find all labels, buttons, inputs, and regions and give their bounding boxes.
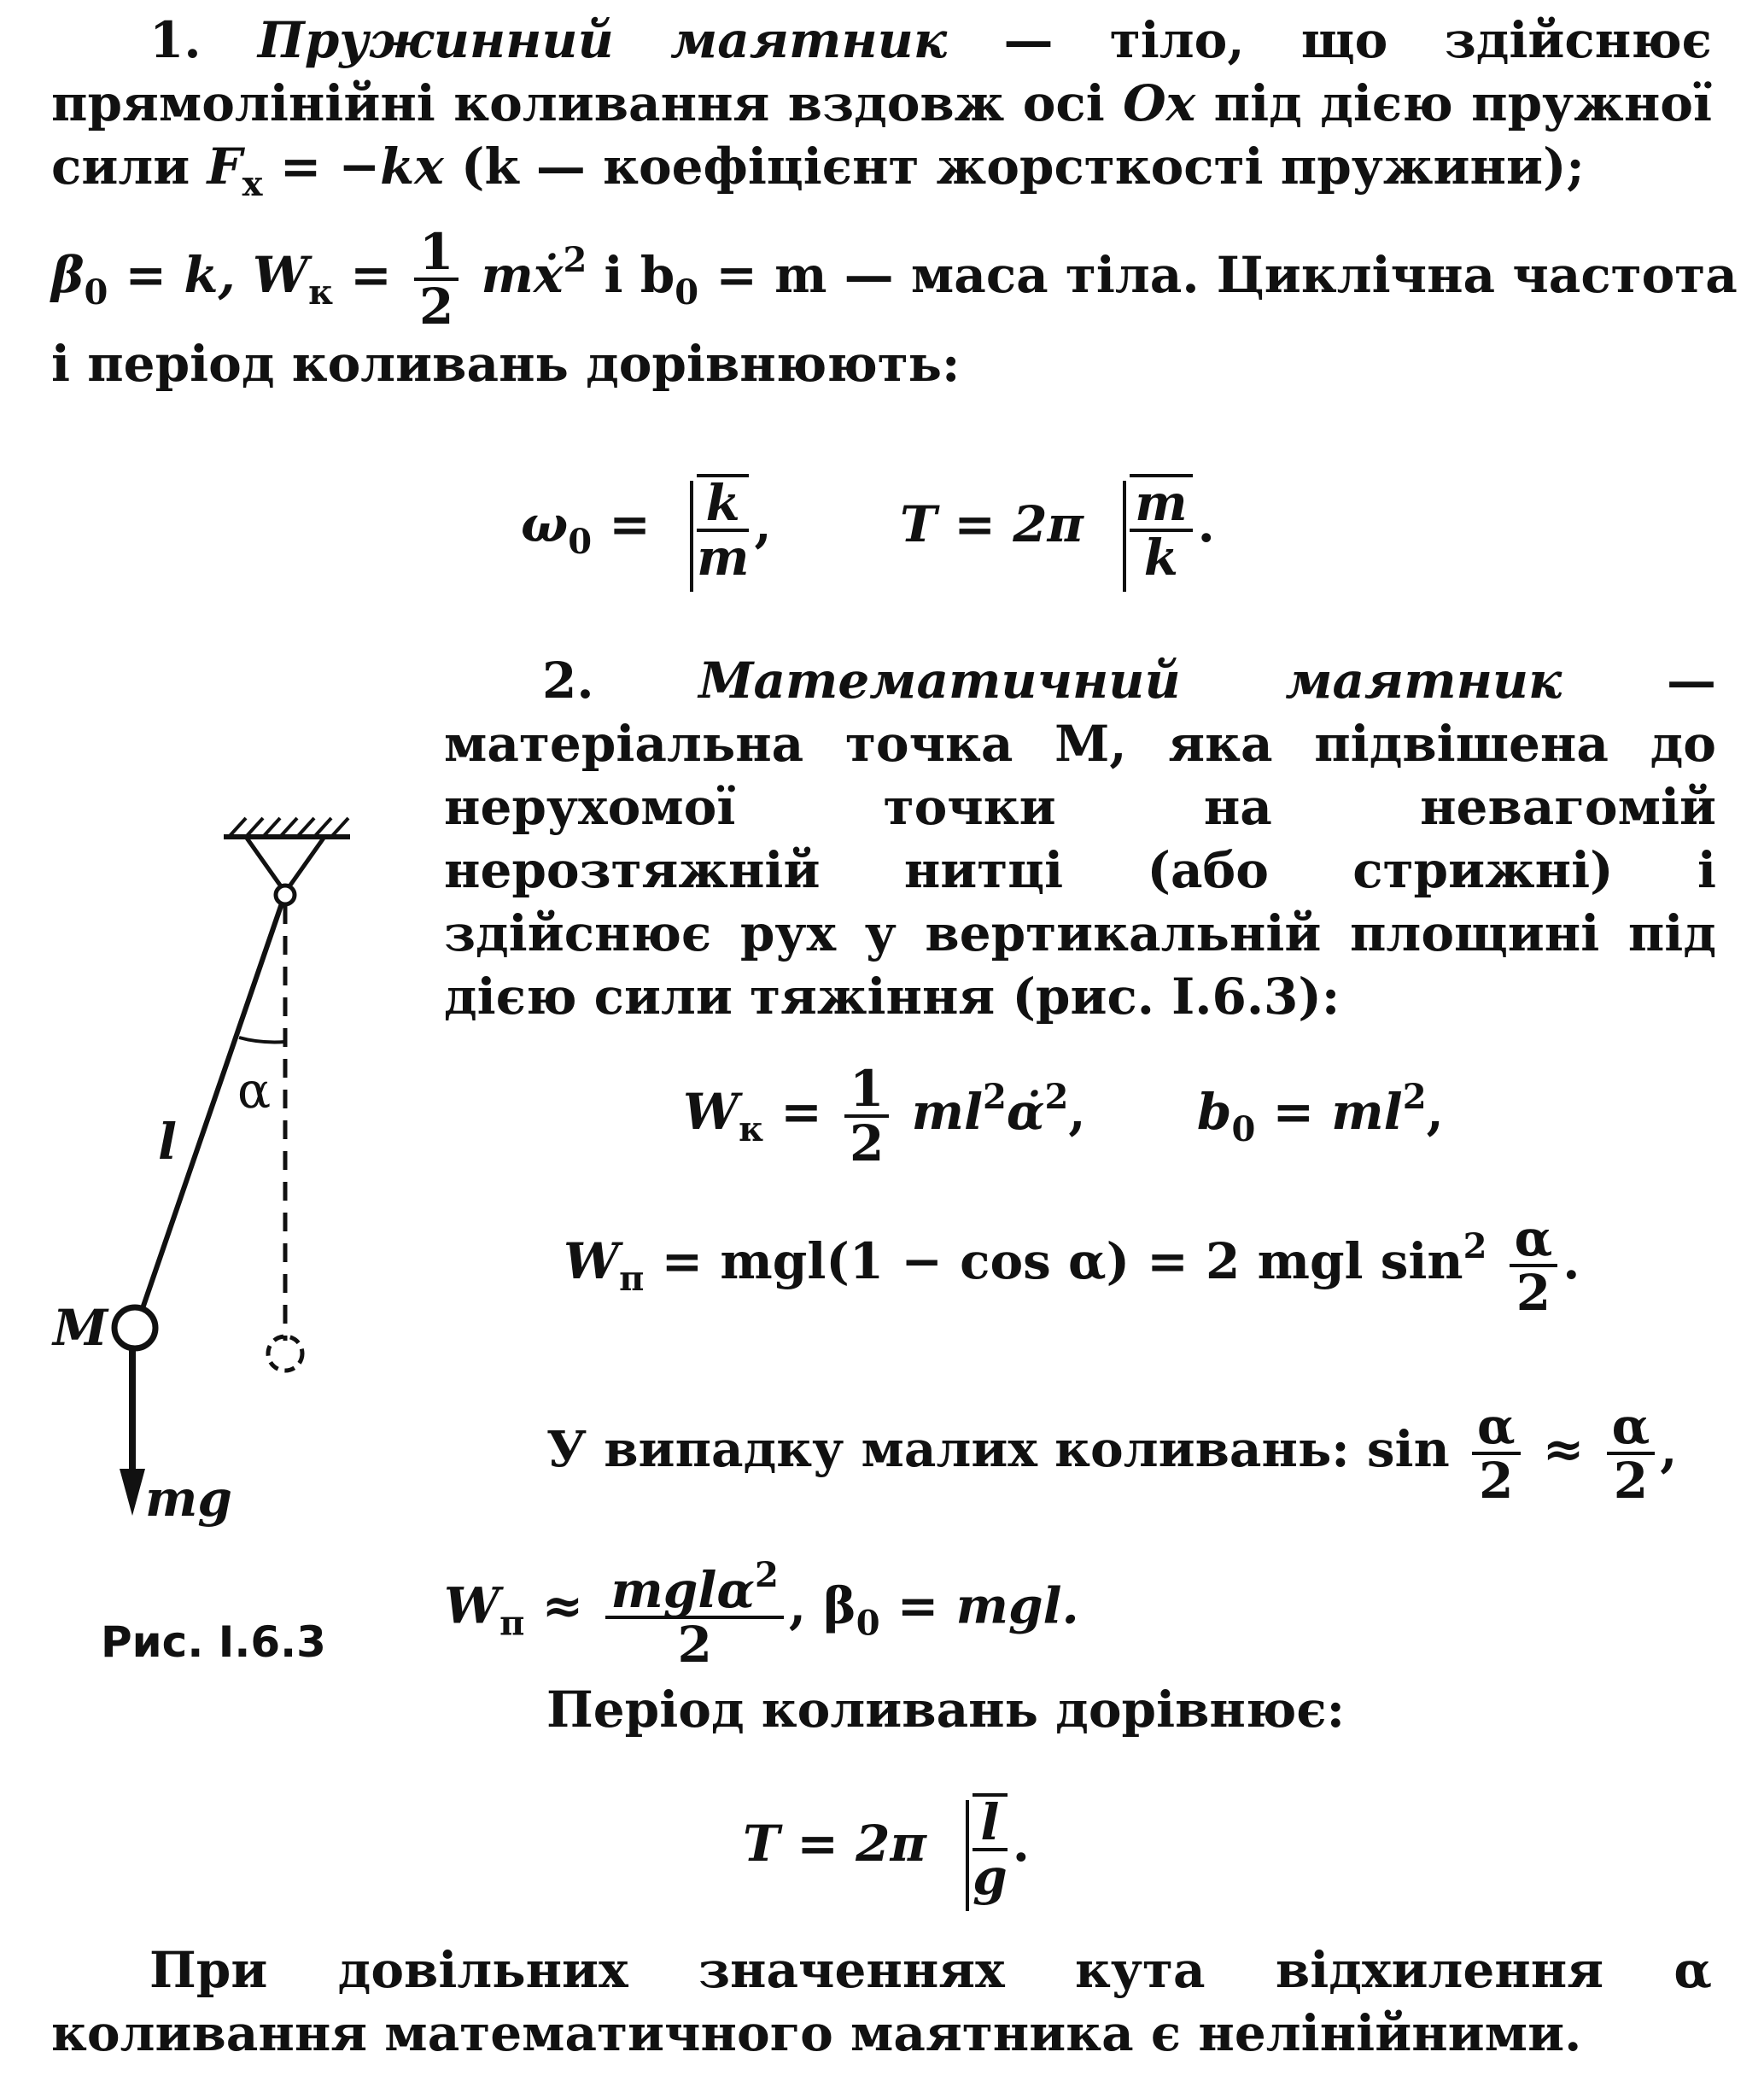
l-num: l: [973, 1797, 1008, 1851]
footer-text: При довільних значеннях кута відхилення α коливання математичного маятника є нелінійними.: [51, 1941, 1712, 2062]
beta-sub: 0: [84, 272, 108, 313]
pivot-point: [276, 886, 295, 904]
comma: ,: [754, 495, 772, 553]
omega-symbol: ω: [521, 495, 569, 553]
wk-sq: 2: [563, 240, 587, 280]
label-M: M: [53, 1299, 108, 1357]
wp-sub: п: [619, 1259, 645, 1299]
sin-sq: 2: [1463, 1226, 1487, 1266]
b0-sub: 0: [675, 272, 699, 313]
k-num: k: [697, 477, 749, 532]
beta-eq: = k, W: [108, 246, 309, 304]
label-mg: mg: [145, 1470, 232, 1528]
a-num2: α: [1607, 1400, 1656, 1455]
section1-text-a: — тіло, що здійснює прямолінійні коливання вздовж осі: [51, 11, 1712, 132]
beta2-sub: 0: [856, 1603, 880, 1644]
small-text: У випадку малих коливань: sin: [546, 1420, 1450, 1478]
omega-sub: 0: [568, 522, 593, 562]
b0-2-tail: = ml: [1255, 1083, 1403, 1141]
period-eq: T = 2π: [900, 495, 1084, 553]
alpha-num: α: [1510, 1213, 1558, 1267]
wk-tail: mẋ: [464, 246, 564, 304]
b0-2: b: [1196, 1083, 1232, 1141]
omega-eq: =: [592, 495, 669, 553]
section1-force-sub: x: [242, 164, 263, 204]
m-den: m: [697, 529, 750, 587]
half2-den: 2: [850, 1114, 885, 1172]
ceiling-hatch: [229, 818, 348, 837]
alpha-sq: 2: [1044, 1077, 1069, 1117]
wk-eq: =: [332, 246, 392, 304]
ml: ml: [894, 1083, 983, 1141]
section1-term: Пружинний маятник: [257, 11, 948, 69]
b0-2-sq: 2: [1402, 1077, 1427, 1117]
label-l: l: [158, 1113, 178, 1171]
mgl-alpha: mglα: [610, 1561, 755, 1619]
dot: .: [1197, 495, 1215, 553]
a-num1: α: [1472, 1400, 1521, 1455]
half-num: 1: [414, 226, 459, 281]
dot2: .: [1562, 1232, 1580, 1290]
beta-symbol: β: [51, 246, 85, 304]
dot3: .: [1012, 1815, 1030, 1873]
wk2-sub: к: [739, 1109, 764, 1149]
angle-arc: [239, 1038, 285, 1042]
comma2: ,: [1068, 1083, 1086, 1141]
section1-force-eq: = −kx: [262, 137, 444, 196]
wk2-eq: =: [763, 1083, 840, 1141]
b0-tail: = m — маса тіла. Циклічна частота і період коливань дорівнюють:: [51, 246, 1738, 393]
mgl-den: 2: [677, 1616, 712, 1674]
section1-force: F: [207, 137, 242, 196]
mgl-sq: 2: [755, 1555, 779, 1595]
beta2-tail: = mgl.: [879, 1576, 1079, 1635]
figure-caption: Рис. І.6.3: [101, 1617, 326, 1667]
beta2: , β: [788, 1576, 856, 1635]
wp: W: [564, 1232, 620, 1290]
a-den1: 2: [1479, 1452, 1514, 1510]
half-den: 2: [418, 278, 454, 336]
section1-text-c: (k — коефіцієнт жорсткості пружини);: [443, 137, 1585, 196]
k-den: k: [1143, 529, 1178, 587]
wk-sub: к: [308, 272, 333, 313]
wp2: W: [444, 1576, 500, 1635]
wp2-sub: п: [499, 1603, 525, 1644]
l-sq: 2: [982, 1077, 1007, 1117]
pendulum-bob: [114, 1307, 155, 1348]
period2-eq: T = 2π: [743, 1815, 926, 1873]
section1-axis: Ox: [1123, 74, 1196, 132]
period-text: Період коливань дорівнює:: [546, 1681, 1346, 1739]
section1-number: 1.: [149, 11, 202, 69]
label-alpha: α: [237, 1061, 272, 1119]
section2-number: 2.: [542, 652, 594, 710]
comma3: ,: [1426, 1083, 1444, 1141]
gravity-arrow-head: [120, 1469, 145, 1516]
section2-term: Математичний маятник: [698, 652, 1562, 710]
equilibrium-bob: [268, 1336, 302, 1371]
approx: ≈: [1525, 1420, 1602, 1478]
m-num: m: [1130, 477, 1192, 532]
section2-text: — матеріальна точка M, яка підвішена до нерухомої точки на невагомій нерозтяжній нитці (або стрижні) і здійснює рух у вертикальній площині під дією сили тяжіння (рис. І.6.3):: [444, 652, 1716, 1026]
g-den: g: [973, 1848, 1008, 1906]
wp2-eq: ≈: [524, 1576, 601, 1635]
b0-text: і b: [587, 246, 675, 304]
a-den2: 2: [1613, 1452, 1649, 1510]
alpha-den: 2: [1516, 1264, 1551, 1322]
comma4: ,: [1660, 1420, 1678, 1478]
wk2: W: [683, 1083, 739, 1141]
half2-num: 1: [844, 1063, 889, 1118]
alpha-dot: α̇: [1006, 1083, 1045, 1141]
b0-2-sub: 0: [1231, 1109, 1256, 1149]
wp-eq: = mgl(1 − cos α) = 2 mgl sin: [644, 1232, 1463, 1290]
section1-text-b: під дією пружної сили: [51, 74, 1712, 196]
